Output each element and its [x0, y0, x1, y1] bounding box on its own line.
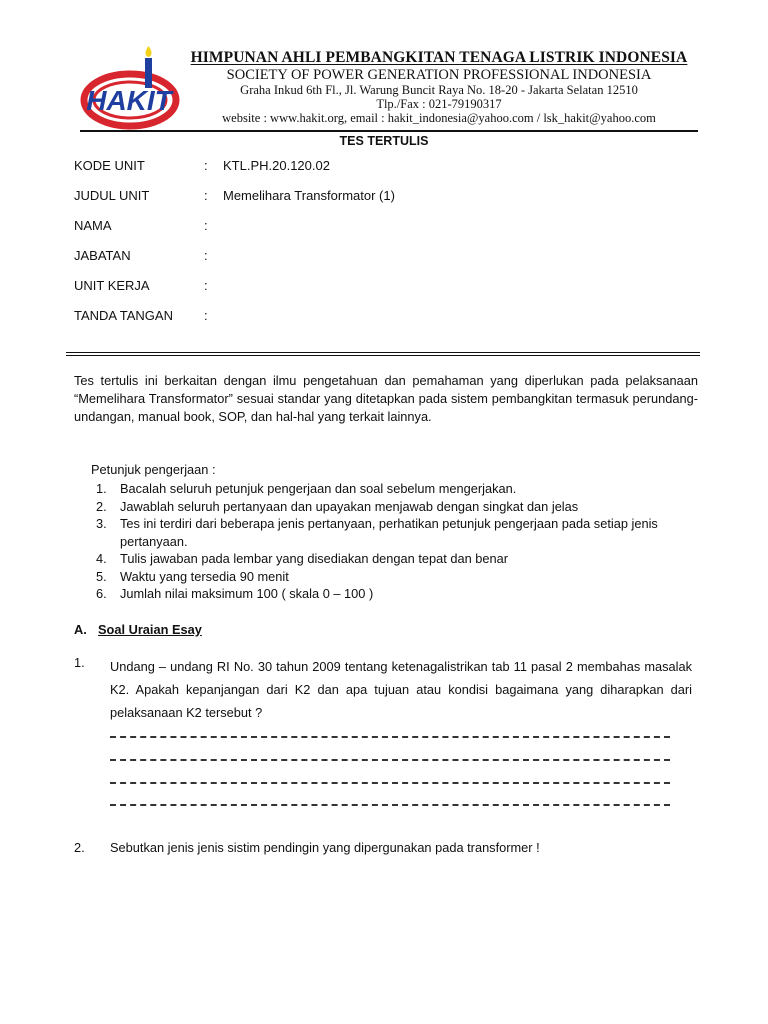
- field-label: JABATAN: [74, 248, 131, 263]
- instruction-text: Waktu yang tersedia 90 menit: [120, 568, 289, 584]
- org-phone: Tlp./Fax : 021-79190317: [376, 97, 502, 111]
- section-letter: A.: [74, 622, 87, 637]
- field-label: KODE UNIT: [74, 158, 145, 173]
- answer-line[interactable]: [110, 804, 670, 806]
- answer-line[interactable]: [110, 759, 670, 761]
- instruction-number: 1.: [96, 481, 107, 496]
- document-title: TES TERTULIS: [339, 134, 429, 148]
- question-number: 2.: [74, 840, 85, 855]
- instruction-item: [74, 585, 704, 603]
- instruction-text: Tulis jawaban pada lembar yang disediakan dengan tepat dan benar: [120, 551, 508, 566]
- instruction-number: 5.: [96, 568, 107, 584]
- field-colon: :: [204, 248, 208, 263]
- field-label: TANDA TANGAN: [74, 308, 173, 323]
- org-name-english: SOCIETY OF POWER GENERATION PROFESSIONAL INDONESIA: [226, 67, 652, 83]
- question-text: Undang – undang RI No. 30 tahun 2009 tentang ketenagalistrikan tab 11 pasal 2 membahas masalak K2. Apakah kepanjangan dari K2 dan apa tujuan atau kondisi bagaimana yang diharapkan dari pelaksanaan K2 tersebut ?: [110, 659, 692, 720]
- instruction-number: 6.: [96, 586, 107, 601]
- question-number: 1.: [74, 655, 85, 670]
- instruction-text: Jawablah seluruh pertanyaan dan upayakan menjawab dengan singkat dan jelas: [120, 498, 579, 514]
- field-colon: :: [204, 188, 208, 203]
- section-divider-bottom: [66, 355, 700, 356]
- field-label: JUDUL UNIT: [74, 188, 150, 203]
- instruction-text: Bacalah seluruh petunjuk pengerjaan dan soal sebelum mengerjakan.: [120, 481, 517, 496]
- instruction-item: [74, 515, 704, 550]
- field-label: NAMA: [74, 218, 112, 233]
- instructions-list: [74, 480, 704, 603]
- instruction-number: 4.: [96, 551, 107, 566]
- answer-line[interactable]: [110, 782, 670, 784]
- instruction-text: Jumlah nilai maksimum 100 ( skala 0 – 100 ): [120, 586, 374, 601]
- section-divider-top: [66, 352, 700, 353]
- instruction-item: [74, 480, 704, 498]
- field-colon: :: [204, 158, 208, 173]
- instruction-text: Tes ini terdiri dari beberapa jenis pertanyaan, perhatikan petunjuk pengerjaan pada setiap jenis pertanyaan.: [120, 516, 658, 549]
- instruction-item: [74, 550, 704, 568]
- org-name-indonesian: HIMPUNAN AHLI PEMBANGKITAN TENAGA LISTRIK INDONESIA: [190, 49, 688, 66]
- field-value: KTL.PH.20.120.02: [223, 158, 330, 173]
- hakit-logo: [78, 44, 182, 136]
- instruction-item: [74, 568, 704, 586]
- section-heading: [74, 622, 202, 637]
- field-colon: :: [204, 278, 208, 293]
- instruction-number: 3.: [96, 516, 107, 531]
- intro-paragraph: Tes tertulis ini berkaitan dengan ilmu pengetahuan dan pemahaman yang diperlukan pada pelaksanaan “Memelihara Transformator” sesuai standar yang ditetapkan pada sistem pembangkitan termasuk perundang-undangan, manual book, SOP, dan hal-hal yang terkait lainnya.: [74, 373, 698, 424]
- org-address: Graha Inkud 6th Fl., Jl. Warung Buncit Raya No. 18-20 - Jakarta Selatan 12510: [240, 83, 638, 97]
- field-colon: :: [204, 218, 208, 233]
- instruction-item: [74, 498, 704, 516]
- field-value: Memelihara Transformator (1): [223, 188, 395, 203]
- field-colon: :: [204, 308, 208, 323]
- instruction-number: 2.: [96, 498, 107, 514]
- instructions-heading: Petunjuk pengerjaan :: [91, 462, 216, 477]
- letterhead-divider: [80, 130, 698, 132]
- svg-text:HAKIT: HAKIT: [86, 85, 172, 116]
- field-label: UNIT KERJA: [74, 278, 150, 293]
- answer-line[interactable]: [110, 736, 670, 738]
- question-text: Sebutkan jenis jenis sistim pendingin yang dipergunakan pada transformer !: [110, 840, 540, 855]
- section-title: Soal Uraian Esay: [98, 622, 202, 637]
- org-web-email: website : www.hakit.org, email : hakit_indonesia@yahoo.com / lsk_hakit@yahoo.com: [222, 111, 656, 125]
